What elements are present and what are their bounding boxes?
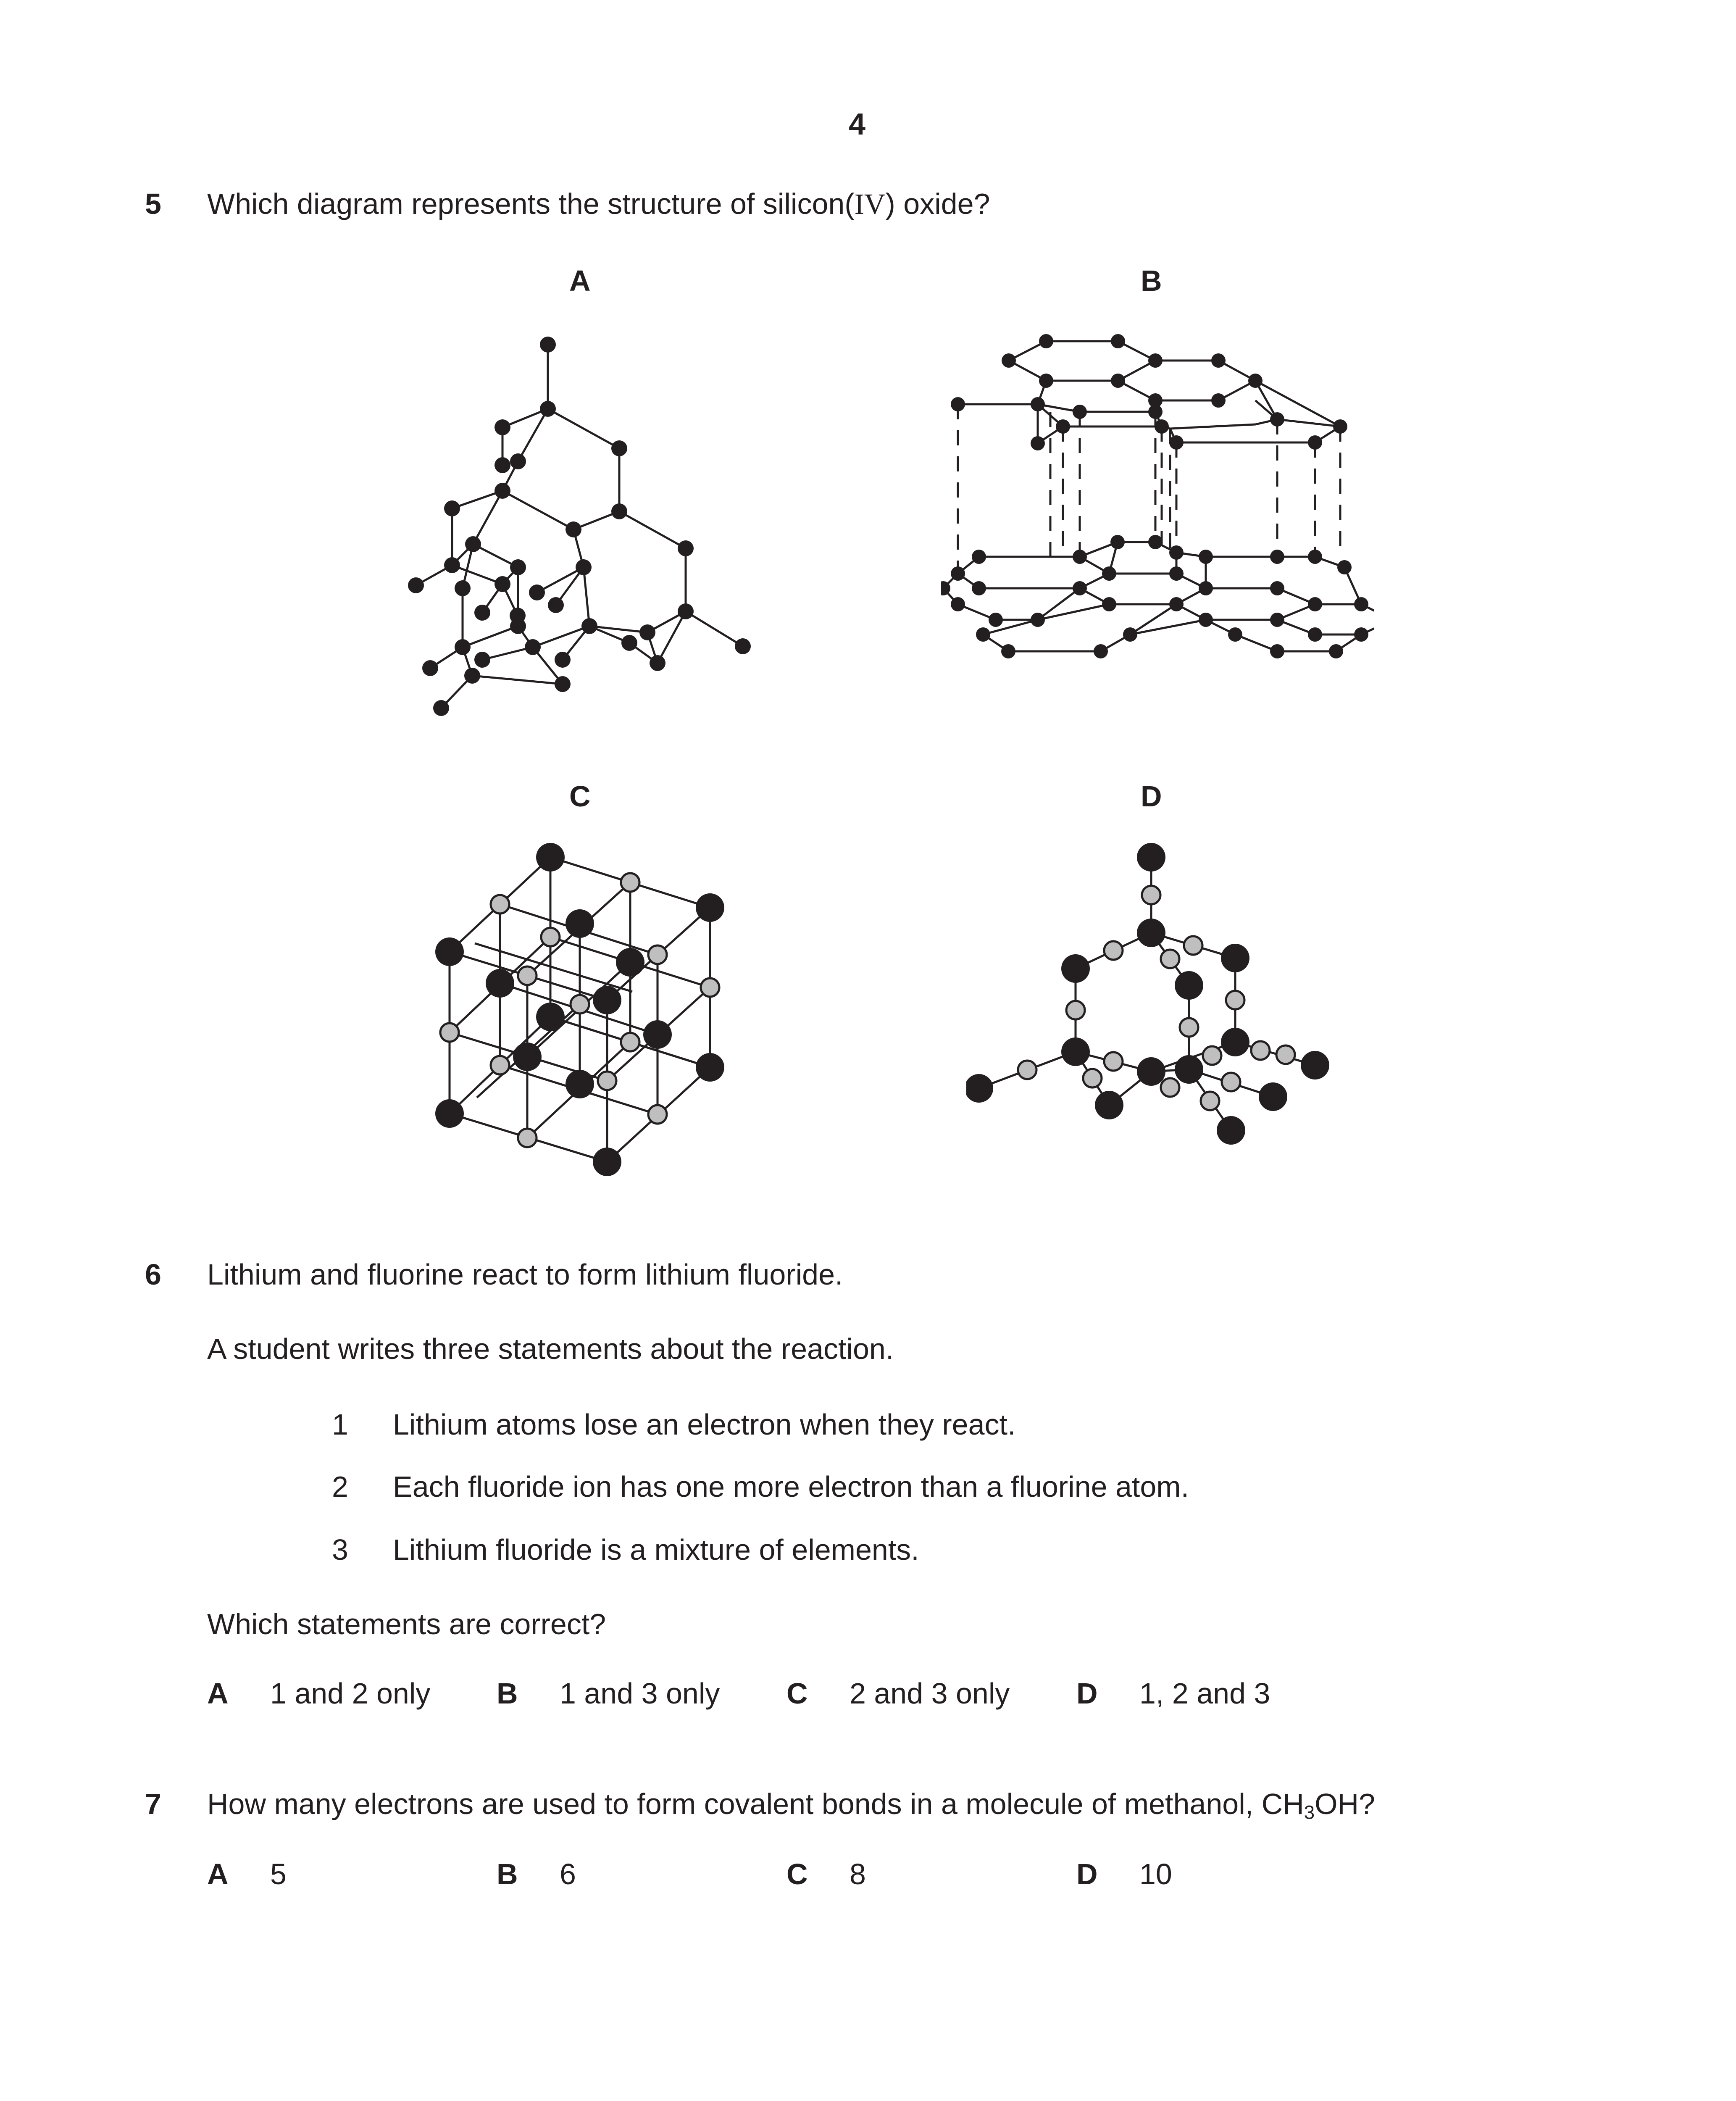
q6-option-b-text: 1 and 3 only (560, 1677, 720, 1710)
diagram-a-atoms (408, 337, 751, 716)
statement-3-number: 3 (332, 1533, 348, 1566)
diagram-c-structure (424, 840, 744, 1189)
diagram-c-ions (435, 843, 724, 1176)
diagram-c-label: C (569, 780, 591, 813)
question-7-text: How many electrons are used to form covalent bonds in a molecule of methanol, $CH_3OH$? (207, 1788, 1375, 1823)
q7-option-b-letter: B (497, 1858, 518, 1890)
q6-option-d-text: 1, 2 and 3 (1139, 1677, 1270, 1710)
q6-option-c-letter: C (786, 1677, 808, 1710)
q7-option-d-text: 10 (1139, 1858, 1172, 1890)
diagram-d-structure (966, 836, 1353, 1156)
q6-option-a-text: 1 and 2 only (270, 1677, 431, 1710)
q6-option-d-letter: D (1076, 1677, 1098, 1710)
statement-3-text: Lithium fluoride is a mixture of elements. (393, 1533, 919, 1566)
q7-option-c-text: 8 (850, 1858, 866, 1890)
q7-option-c-letter: C (786, 1858, 808, 1890)
diagram-b-label: B (1141, 264, 1162, 297)
question-5-text: Which diagram represents the structure of silicon(IV) oxide? (207, 187, 990, 221)
statement-1-text: Lithium atoms lose an electron when they react. (393, 1408, 1016, 1441)
diagram-d-atoms (966, 843, 1329, 1145)
diagram-a-structure (378, 324, 781, 727)
diagram-a-label: A (569, 264, 591, 297)
question-6-stem: Lithium and fluorine react to form lithium fluoride. (207, 1258, 843, 1291)
q7-option-a-letter: A (207, 1858, 229, 1890)
q6-option-b-letter: B (497, 1677, 518, 1710)
question-7-number: 7 (145, 1788, 161, 1820)
question-6-prompt: Which statements are correct? (207, 1608, 606, 1640)
diagram-b-top-layer (958, 341, 1340, 443)
q7-option-a-text: 5 (270, 1858, 287, 1890)
statement-2-number: 2 (332, 1470, 348, 1503)
question-6-intro: A student writes three statements about the reaction. (207, 1332, 894, 1365)
q6-option-a-letter: A (207, 1677, 229, 1710)
statement-1-number: 1 (332, 1408, 348, 1441)
q7-option-b-text: 6 (560, 1858, 576, 1890)
q7-option-d-letter: D (1076, 1858, 1098, 1890)
diagram-b-structure (941, 324, 1374, 672)
statement-2-text: Each fluoride ion has one more electron than a fluorine atom. (393, 1470, 1189, 1503)
diagram-d-label: D (1141, 780, 1162, 813)
question-6-number: 6 (145, 1258, 161, 1291)
page-number: 4 (849, 108, 866, 141)
q6-option-c-text: 2 and 3 only (850, 1677, 1010, 1710)
question-5-number: 5 (145, 187, 161, 220)
